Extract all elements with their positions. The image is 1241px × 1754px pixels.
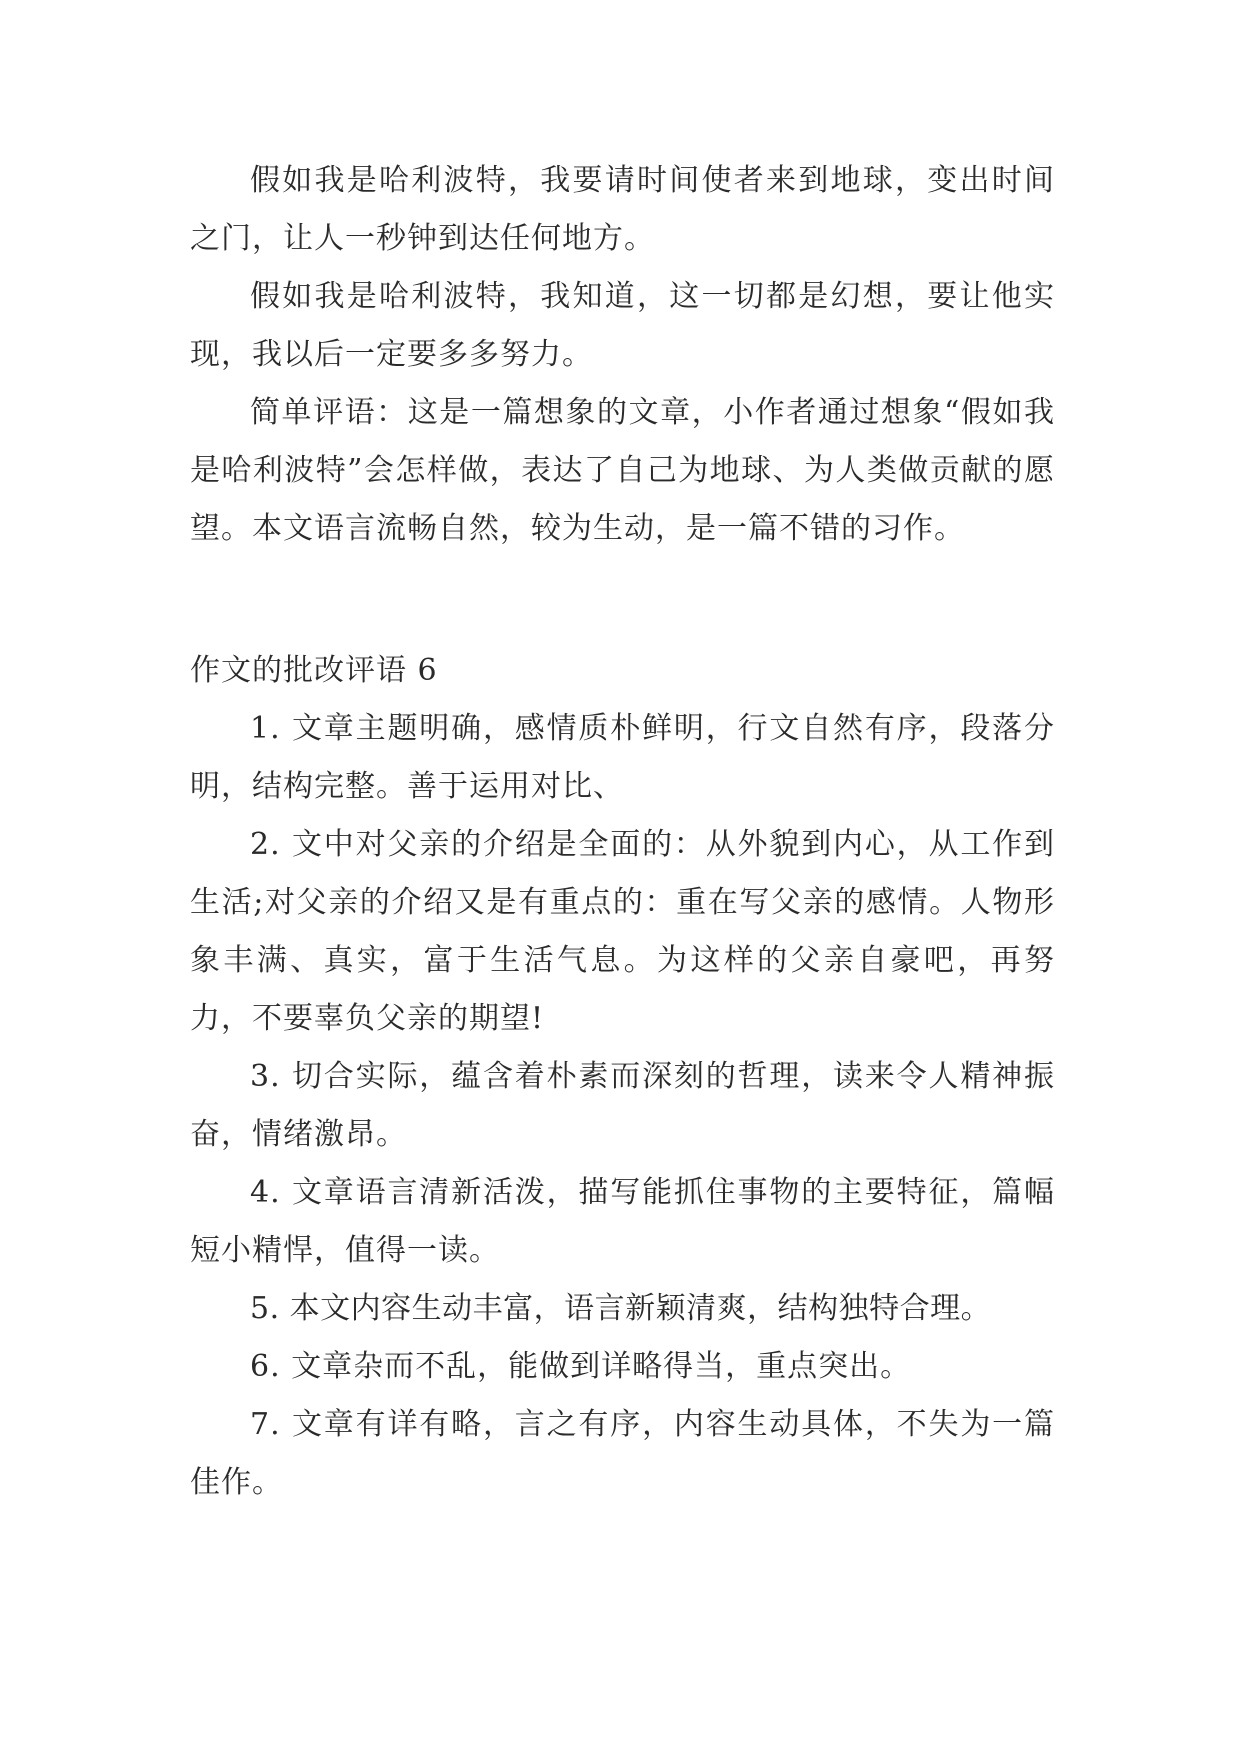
paragraph-simple-comment: 简单评语：这是一篇想象的文章，小作者通过想象“假如我是哈利波特”会怎样做，表达了自己为地球、为人类做贡献的愿望。本文语言流畅自然，较为生动，是一篇不错的习作。	[190, 395, 1055, 546]
paragraph-harry-potter-fantasy: 假如我是哈利波特，我知道，这一切都是幻想，要让他实现，我以后一定要多多努力。	[190, 279, 1055, 372]
comment-item-6: 6. 文章杂而不乱，能做到详略得当，重点突出。	[250, 1349, 912, 1384]
comment-item-7: 7. 文章有详有略，言之有序，内容生动具体，不失为一篇佳作。	[190, 1407, 1055, 1500]
comment-item-3: 3. 切合实际，蕴含着朴素而深刻的哲理，读来令人精神振奋，情绪激昂。	[190, 1059, 1055, 1152]
comment-item-4: 4. 文章语言清新活泼，描写能抓住事物的主要特征，篇幅短小精悍，值得一读。	[190, 1175, 1055, 1268]
section-heading: 作文的批改评语 6	[190, 653, 438, 688]
paragraph-harry-potter-time-gate: 假如我是哈利波特，我要请时间使者来到地球，变出时间之门，让人一秒钟到达任何地方。	[190, 163, 1055, 256]
comment-item-2: 2. 文中对父亲的介绍是全面的：从外貌到内心，从工作到生活;对父亲的介绍又是有重点的：重在写父亲的感情。人物形象丰满、真实，富于生活气息。为这样的父亲自豪吧，再努力，不要辜负父亲的期望!	[190, 827, 1055, 1036]
comment-item-1: 1. 文章主题明确，感情质朴鲜明，行文自然有序，段落分明，结构完整。善于运用对比、	[190, 711, 1055, 804]
comment-item-5: 5. 本文内容生动丰富，语言新颖清爽，结构独特合理。	[250, 1291, 992, 1326]
document-body	[190, 152, 1055, 1512]
